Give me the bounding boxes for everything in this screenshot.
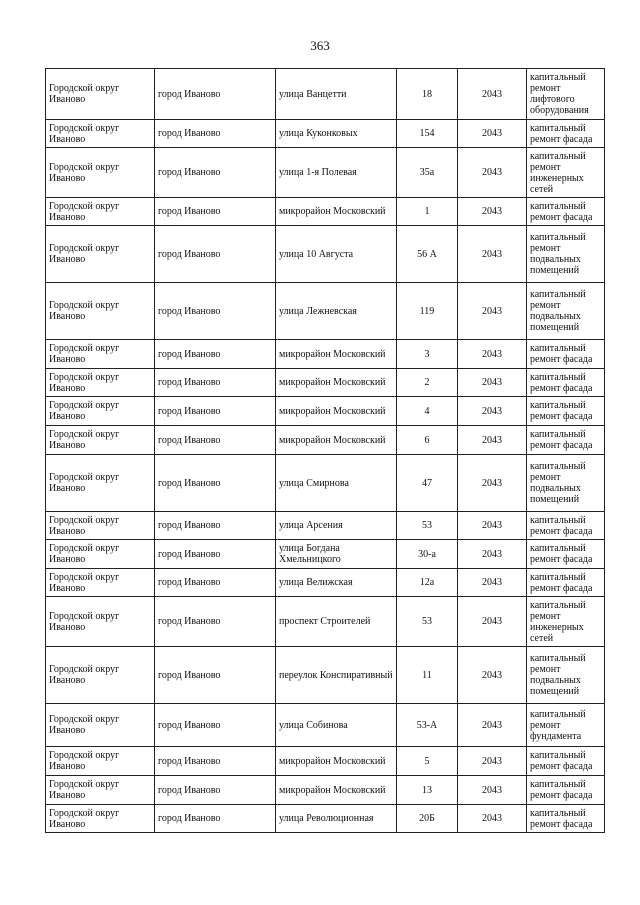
- house-cell: 53-А: [397, 704, 458, 747]
- district-cell: Городской округ Иваново: [46, 226, 155, 283]
- district-cell: Городской округ Иваново: [46, 426, 155, 455]
- work-type-cell: капитальный ремонт фасада: [527, 198, 605, 226]
- street-cell: улица Революционная: [276, 805, 397, 833]
- district-cell: Городской округ Иваново: [46, 148, 155, 198]
- house-cell: 5: [397, 747, 458, 776]
- table-row: [46, 69, 605, 120]
- house-cell: 53: [397, 512, 458, 540]
- year-cell: 2043: [458, 647, 527, 704]
- work-type-cell: капитальный ремонт фасада: [527, 426, 605, 455]
- house-cell: 3: [397, 340, 458, 369]
- table-row: [46, 148, 605, 198]
- table-row: [46, 340, 605, 369]
- year-cell: 2043: [458, 148, 527, 198]
- work-type-cell: капитальный ремонт фасада: [527, 512, 605, 540]
- district-cell: Городской округ Иваново: [46, 69, 155, 120]
- table-row: [46, 397, 605, 426]
- house-cell: 11: [397, 647, 458, 704]
- street-cell: улица Лежневская: [276, 283, 397, 340]
- street-cell: проспект Строителей: [276, 597, 397, 647]
- city-cell: город Иваново: [155, 512, 276, 540]
- work-type-cell: капитальный ремонт инженерных сетей: [527, 597, 605, 647]
- district-cell: Городской округ Иваново: [46, 597, 155, 647]
- city-cell: город Иваново: [155, 455, 276, 512]
- district-cell: Городской округ Иваново: [46, 540, 155, 569]
- district-cell: Городской округ Иваново: [46, 512, 155, 540]
- work-type-cell: капитальный ремонт фасада: [527, 340, 605, 369]
- city-cell: город Иваново: [155, 369, 276, 397]
- work-type-cell: капитальный ремонт фасада: [527, 120, 605, 148]
- table-row: [46, 426, 605, 455]
- district-cell: Городской округ Иваново: [46, 397, 155, 426]
- city-cell: город Иваново: [155, 704, 276, 747]
- house-cell: 47: [397, 455, 458, 512]
- year-cell: 2043: [458, 283, 527, 340]
- house-cell: 6: [397, 426, 458, 455]
- table-row: [46, 120, 605, 148]
- house-cell: 30-а: [397, 540, 458, 569]
- house-cell: 53: [397, 597, 458, 647]
- year-cell: 2043: [458, 540, 527, 569]
- district-cell: Городской округ Иваново: [46, 569, 155, 597]
- table-row: [46, 805, 605, 833]
- street-cell: улица Ванцетти: [276, 69, 397, 120]
- street-cell: улица Велижская: [276, 569, 397, 597]
- street-cell: микрорайон Московский: [276, 369, 397, 397]
- city-cell: город Иваново: [155, 283, 276, 340]
- year-cell: 2043: [458, 776, 527, 805]
- year-cell: 2043: [458, 120, 527, 148]
- city-cell: город Иваново: [155, 805, 276, 833]
- city-cell: город Иваново: [155, 397, 276, 426]
- street-cell: микрорайон Московский: [276, 397, 397, 426]
- house-cell: 18: [397, 69, 458, 120]
- street-cell: улица Куконковых: [276, 120, 397, 148]
- street-cell: улица Арсения: [276, 512, 397, 540]
- street-cell: улица 10 Августа: [276, 226, 397, 283]
- city-cell: город Иваново: [155, 540, 276, 569]
- district-cell: Городской округ Иваново: [46, 747, 155, 776]
- year-cell: 2043: [458, 340, 527, 369]
- table-row: [46, 455, 605, 512]
- city-cell: город Иваново: [155, 776, 276, 805]
- house-cell: 4: [397, 397, 458, 426]
- table-row: [46, 540, 605, 569]
- street-cell: микрорайон Московский: [276, 340, 397, 369]
- street-cell: улица 1-я Полевая: [276, 148, 397, 198]
- year-cell: 2043: [458, 198, 527, 226]
- table-row: [46, 776, 605, 805]
- year-cell: 2043: [458, 369, 527, 397]
- district-cell: Городской округ Иваново: [46, 805, 155, 833]
- district-cell: Городской округ Иваново: [46, 647, 155, 704]
- work-type-cell: капитальный ремонт подвальных помещений: [527, 226, 605, 283]
- work-type-cell: капитальный ремонт инженерных сетей: [527, 148, 605, 198]
- street-cell: микрорайон Московский: [276, 776, 397, 805]
- work-type-cell: капитальный ремонт фасада: [527, 805, 605, 833]
- house-cell: 154: [397, 120, 458, 148]
- district-cell: Городской округ Иваново: [46, 776, 155, 805]
- city-cell: город Иваново: [155, 198, 276, 226]
- house-cell: 20Б: [397, 805, 458, 833]
- table-row: [46, 198, 605, 226]
- city-cell: город Иваново: [155, 226, 276, 283]
- city-cell: город Иваново: [155, 426, 276, 455]
- house-cell: 1: [397, 198, 458, 226]
- street-cell: микрорайон Московский: [276, 747, 397, 776]
- district-cell: Городской округ Иваново: [46, 455, 155, 512]
- city-cell: город Иваново: [155, 569, 276, 597]
- city-cell: город Иваново: [155, 69, 276, 120]
- city-cell: город Иваново: [155, 647, 276, 704]
- street-cell: улица Смирнова: [276, 455, 397, 512]
- work-type-cell: капитальный ремонт подвальных помещений: [527, 647, 605, 704]
- year-cell: 2043: [458, 569, 527, 597]
- city-cell: город Иваново: [155, 340, 276, 369]
- street-cell: переулок Конспиративный: [276, 647, 397, 704]
- year-cell: 2043: [458, 805, 527, 833]
- year-cell: 2043: [458, 455, 527, 512]
- table-row: [46, 597, 605, 647]
- district-cell: Городской округ Иваново: [46, 369, 155, 397]
- city-cell: город Иваново: [155, 148, 276, 198]
- house-cell: 56 А: [397, 226, 458, 283]
- street-cell: улица Богдана Хмельницкого: [276, 540, 397, 569]
- table-row: [46, 226, 605, 283]
- work-type-cell: капитальный ремонт фасада: [527, 776, 605, 805]
- table-row: [46, 369, 605, 397]
- district-cell: Городской округ Иваново: [46, 340, 155, 369]
- district-cell: Городской округ Иваново: [46, 198, 155, 226]
- year-cell: 2043: [458, 747, 527, 776]
- table-row: [46, 704, 605, 747]
- house-cell: 35а: [397, 148, 458, 198]
- work-type-cell: капитальный ремонт лифтового оборудования: [527, 69, 605, 120]
- year-cell: 2043: [458, 69, 527, 120]
- district-cell: Городской округ Иваново: [46, 283, 155, 340]
- work-type-cell: капитальный ремонт фасада: [527, 747, 605, 776]
- year-cell: 2043: [458, 397, 527, 426]
- district-cell: Городской округ Иваново: [46, 120, 155, 148]
- city-cell: город Иваново: [155, 747, 276, 776]
- house-cell: 13: [397, 776, 458, 805]
- street-cell: улица Собинова: [276, 704, 397, 747]
- work-type-cell: капитальный ремонт фундамента: [527, 704, 605, 747]
- city-cell: город Иваново: [155, 597, 276, 647]
- work-type-cell: капитальный ремонт подвальных помещений: [527, 455, 605, 512]
- city-cell: город Иваново: [155, 120, 276, 148]
- work-type-cell: капитальный ремонт фасада: [527, 540, 605, 569]
- work-type-cell: капитальный ремонт фасада: [527, 397, 605, 426]
- table-row: [46, 283, 605, 340]
- year-cell: 2043: [458, 597, 527, 647]
- table-row: [46, 647, 605, 704]
- year-cell: 2043: [458, 512, 527, 540]
- street-cell: микрорайон Московский: [276, 198, 397, 226]
- table-row: [46, 512, 605, 540]
- page-number: 363: [310, 38, 330, 53]
- table-row: [46, 747, 605, 776]
- house-cell: 119: [397, 283, 458, 340]
- year-cell: 2043: [458, 704, 527, 747]
- house-cell: 2: [397, 369, 458, 397]
- table-row: [46, 569, 605, 597]
- house-cell: 12а: [397, 569, 458, 597]
- work-type-cell: капитальный ремонт фасада: [527, 569, 605, 597]
- repair-schedule-table: [45, 68, 605, 833]
- street-cell: микрорайон Московский: [276, 426, 397, 455]
- year-cell: 2043: [458, 226, 527, 283]
- district-cell: Городской округ Иваново: [46, 704, 155, 747]
- work-type-cell: капитальный ремонт фасада: [527, 369, 605, 397]
- work-type-cell: капитальный ремонт подвальных помещений: [527, 283, 605, 340]
- year-cell: 2043: [458, 426, 527, 455]
